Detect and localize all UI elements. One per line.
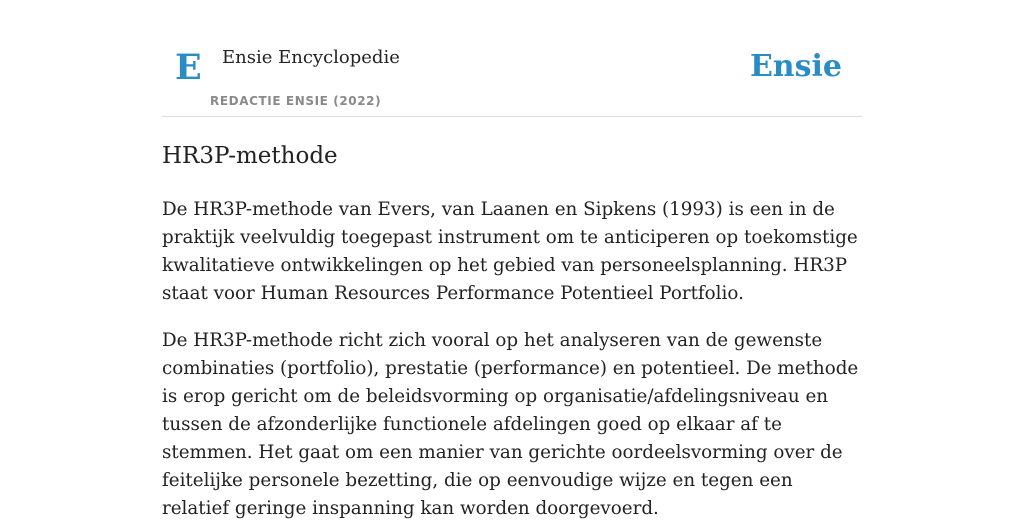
author-year: REDACTIE ENSIE (2022) — [210, 94, 382, 108]
article-title: HR3P-methode — [162, 143, 338, 169]
ensie-e-logo-icon: E — [175, 47, 202, 88]
article-header — [162, 0, 862, 117]
article-paragraph-2: De HR3P-methode richt zich vooral op het analyseren van de gewenste combinaties (portfolio), prestatie (performance) en potentieel. De methode is erop gericht om de beleidsvorming op organisatie/afdelingsniveau en tussen de afzonderlijke functionele afdelingen goed op elkaar af te stemmen. Het gaat om een manier van gerichte oordeelsvorming over de feitelijke personele bezetting, die op eenvoudige wijze en tegen een relatief geringe inspanning kan worden doorgevoerd. — [162, 329, 859, 519]
page — [162, 0, 862, 523]
article-paragraph-1: De HR3P-methode van Evers, van Laanen en Sipkens (1993) is een in de praktijk veelvuldig toegepast instrument om te anticiperen op toekomstige kwalitatieve ontwikkelingen op het gebied van personeelsplanning. HR3P staat voor Human Resources Performance Potentieel Portfolio. — [162, 198, 858, 304]
ensie-brand-logo[interactable]: Ensie — [749, 49, 842, 84]
source-name[interactable]: Ensie Encyclopedie — [222, 47, 400, 68]
